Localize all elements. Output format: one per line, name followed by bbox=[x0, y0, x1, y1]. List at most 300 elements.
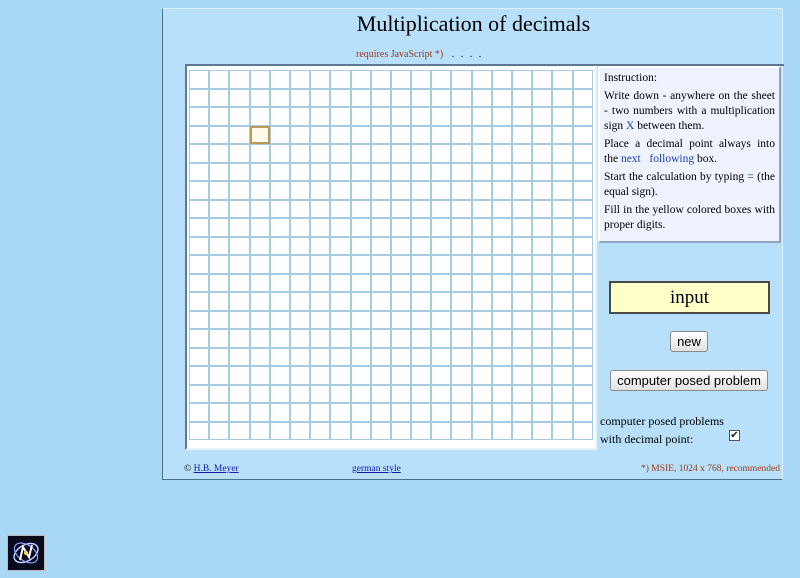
grid-cell[interactable] bbox=[472, 366, 492, 385]
grid-cell[interactable] bbox=[310, 126, 330, 145]
grid-cell[interactable] bbox=[451, 126, 471, 145]
grid-cell[interactable] bbox=[411, 70, 431, 89]
grid-cell[interactable] bbox=[573, 181, 593, 200]
grid-cell[interactable] bbox=[371, 163, 391, 182]
grid-cell[interactable] bbox=[492, 311, 512, 330]
grid-cell[interactable] bbox=[391, 311, 411, 330]
grid-cell[interactable] bbox=[492, 274, 512, 293]
grid-cell[interactable] bbox=[330, 163, 350, 182]
grid-cell[interactable] bbox=[411, 200, 431, 219]
grid-cell[interactable] bbox=[512, 144, 532, 163]
grid-cell[interactable] bbox=[351, 274, 371, 293]
grid-cell[interactable] bbox=[330, 200, 350, 219]
grid-cell[interactable] bbox=[512, 385, 532, 404]
grid-cell[interactable] bbox=[250, 385, 270, 404]
grid-cell[interactable] bbox=[310, 181, 330, 200]
grid-cell[interactable] bbox=[229, 181, 249, 200]
grid-cell[interactable] bbox=[290, 107, 310, 126]
grid-cell[interactable] bbox=[411, 89, 431, 108]
grid-cell[interactable] bbox=[431, 144, 451, 163]
grid-cell[interactable] bbox=[330, 255, 350, 274]
grid-cell[interactable] bbox=[371, 422, 391, 441]
grid-cell[interactable] bbox=[472, 385, 492, 404]
grid-cell[interactable] bbox=[552, 107, 572, 126]
grid-cell[interactable] bbox=[290, 144, 310, 163]
grid-cell[interactable] bbox=[492, 292, 512, 311]
grid-cell[interactable] bbox=[451, 292, 471, 311]
grid-cell[interactable] bbox=[250, 237, 270, 256]
grid-cell[interactable] bbox=[310, 348, 330, 367]
grid-cell[interactable] bbox=[451, 274, 471, 293]
grid-cell[interactable] bbox=[371, 403, 391, 422]
grid-cell[interactable] bbox=[371, 366, 391, 385]
grid-cell[interactable] bbox=[391, 70, 411, 89]
grid-cell[interactable] bbox=[391, 89, 411, 108]
grid-cell[interactable] bbox=[270, 274, 290, 293]
grid-cell[interactable] bbox=[290, 292, 310, 311]
grid-cell[interactable] bbox=[411, 348, 431, 367]
grid-cell[interactable] bbox=[229, 348, 249, 367]
grid-cell[interactable] bbox=[512, 329, 532, 348]
grid-cell[interactable] bbox=[451, 181, 471, 200]
grid-cell[interactable] bbox=[451, 311, 471, 330]
grid-cell[interactable] bbox=[552, 403, 572, 422]
grid-cell[interactable] bbox=[472, 126, 492, 145]
grid-cell[interactable] bbox=[330, 144, 350, 163]
grid-cell[interactable] bbox=[431, 274, 451, 293]
grid-cell[interactable] bbox=[391, 163, 411, 182]
grid-cell[interactable] bbox=[371, 218, 391, 237]
grid-cell[interactable] bbox=[573, 163, 593, 182]
grid-cell[interactable] bbox=[270, 107, 290, 126]
grid-cell[interactable] bbox=[391, 181, 411, 200]
grid-cell[interactable] bbox=[512, 403, 532, 422]
grid-cell[interactable] bbox=[270, 422, 290, 441]
grid-cell[interactable] bbox=[250, 348, 270, 367]
grid-cell[interactable] bbox=[310, 274, 330, 293]
grid-cell[interactable] bbox=[209, 218, 229, 237]
input-display[interactable]: input bbox=[609, 281, 770, 314]
grid-cell[interactable] bbox=[290, 126, 310, 145]
grid-cell[interactable] bbox=[371, 237, 391, 256]
grid-cell[interactable] bbox=[431, 163, 451, 182]
grid-cell[interactable] bbox=[512, 255, 532, 274]
grid-cell[interactable] bbox=[512, 292, 532, 311]
grid-cell[interactable] bbox=[330, 385, 350, 404]
grid-cell[interactable] bbox=[492, 126, 512, 145]
grid-cell[interactable] bbox=[451, 403, 471, 422]
grid-cell[interactable] bbox=[492, 218, 512, 237]
grid-cell[interactable] bbox=[189, 292, 209, 311]
grid-cell[interactable] bbox=[512, 348, 532, 367]
grid-cell[interactable] bbox=[270, 385, 290, 404]
german-style-link[interactable]: german style bbox=[352, 464, 401, 474]
grid-cell[interactable] bbox=[552, 255, 572, 274]
grid-cell[interactable] bbox=[351, 422, 371, 441]
grid-cell[interactable] bbox=[411, 144, 431, 163]
grid-cell[interactable] bbox=[573, 144, 593, 163]
author-link[interactable]: H.B. Meyer bbox=[193, 464, 239, 474]
grid-cell[interactable] bbox=[492, 366, 512, 385]
grid-cell[interactable] bbox=[431, 218, 451, 237]
grid-cell[interactable] bbox=[472, 218, 492, 237]
grid-cell[interactable] bbox=[391, 348, 411, 367]
grid-cell[interactable] bbox=[290, 311, 310, 330]
grid-cell[interactable] bbox=[391, 366, 411, 385]
grid-cell[interactable] bbox=[431, 385, 451, 404]
grid-cell[interactable] bbox=[290, 255, 310, 274]
grid-cell[interactable] bbox=[270, 218, 290, 237]
grid-cell[interactable] bbox=[290, 422, 310, 441]
grid-cell[interactable] bbox=[189, 422, 209, 441]
grid-cell[interactable] bbox=[351, 126, 371, 145]
grid-cell[interactable] bbox=[472, 70, 492, 89]
grid-cell[interactable] bbox=[573, 255, 593, 274]
grid-cell[interactable] bbox=[330, 89, 350, 108]
grid-cell[interactable] bbox=[472, 403, 492, 422]
grid-cell[interactable] bbox=[492, 237, 512, 256]
grid-cell[interactable] bbox=[431, 403, 451, 422]
grid-cell[interactable] bbox=[330, 107, 350, 126]
grid-cell[interactable] bbox=[492, 89, 512, 108]
grid-cell[interactable] bbox=[391, 255, 411, 274]
grid-cell[interactable] bbox=[573, 292, 593, 311]
grid-cell[interactable] bbox=[209, 181, 229, 200]
grid-cell[interactable] bbox=[330, 366, 350, 385]
grid-cell[interactable] bbox=[472, 237, 492, 256]
grid-cell[interactable] bbox=[573, 366, 593, 385]
grid-cell[interactable] bbox=[371, 144, 391, 163]
grid-cell[interactable] bbox=[532, 126, 552, 145]
grid-cell[interactable] bbox=[472, 311, 492, 330]
grid-cell[interactable] bbox=[290, 181, 310, 200]
grid-cell[interactable] bbox=[229, 274, 249, 293]
grid-cell[interactable] bbox=[512, 163, 532, 182]
grid-cell[interactable] bbox=[512, 181, 532, 200]
grid-cell[interactable] bbox=[451, 144, 471, 163]
grid-cell[interactable] bbox=[209, 366, 229, 385]
grid-cell[interactable] bbox=[290, 218, 310, 237]
grid-cell[interactable] bbox=[451, 89, 471, 108]
new-button[interactable]: new bbox=[670, 331, 708, 352]
grid-cell[interactable] bbox=[512, 311, 532, 330]
grid-cell[interactable] bbox=[209, 422, 229, 441]
grid-cell[interactable] bbox=[270, 126, 290, 145]
grid-cell[interactable] bbox=[351, 218, 371, 237]
grid-cell[interactable] bbox=[330, 329, 350, 348]
grid-cell[interactable] bbox=[552, 218, 572, 237]
grid-cell[interactable] bbox=[351, 366, 371, 385]
grid-cell[interactable] bbox=[371, 385, 391, 404]
grid-cell[interactable] bbox=[209, 403, 229, 422]
grid-cell[interactable] bbox=[351, 237, 371, 256]
grid-cell[interactable] bbox=[310, 255, 330, 274]
grid-cell[interactable] bbox=[209, 237, 229, 256]
grid-cell[interactable] bbox=[330, 348, 350, 367]
grid-cell[interactable] bbox=[270, 70, 290, 89]
grid-cell[interactable] bbox=[290, 403, 310, 422]
grid-cell[interactable] bbox=[189, 181, 209, 200]
grid-cell[interactable] bbox=[472, 163, 492, 182]
grid-cell[interactable] bbox=[229, 385, 249, 404]
grid-cell[interactable] bbox=[270, 311, 290, 330]
grid-cell[interactable] bbox=[371, 292, 391, 311]
grid-cell[interactable] bbox=[189, 329, 209, 348]
grid-cell[interactable] bbox=[472, 107, 492, 126]
grid-cell[interactable] bbox=[371, 311, 391, 330]
grid-cell[interactable] bbox=[229, 255, 249, 274]
grid-cell[interactable] bbox=[290, 274, 310, 293]
grid-cell[interactable] bbox=[330, 126, 350, 145]
grid-cell[interactable] bbox=[270, 255, 290, 274]
grid-cell[interactable] bbox=[391, 126, 411, 145]
grid-cell[interactable] bbox=[330, 218, 350, 237]
grid-cell[interactable] bbox=[209, 255, 229, 274]
grid-cell[interactable] bbox=[411, 329, 431, 348]
grid-cell[interactable] bbox=[411, 385, 431, 404]
grid-cell[interactable] bbox=[209, 274, 229, 293]
grid-cell[interactable] bbox=[391, 403, 411, 422]
grid-cell[interactable] bbox=[209, 107, 229, 126]
grid-cell[interactable] bbox=[229, 366, 249, 385]
grid-cell[interactable] bbox=[532, 107, 552, 126]
grid-cell[interactable] bbox=[310, 163, 330, 182]
grid-cell[interactable] bbox=[492, 403, 512, 422]
grid-cell[interactable] bbox=[270, 237, 290, 256]
grid-cell[interactable] bbox=[411, 403, 431, 422]
grid-cell[interactable] bbox=[189, 200, 209, 219]
grid-cell[interactable] bbox=[189, 255, 209, 274]
grid-cell[interactable] bbox=[229, 329, 249, 348]
grid-cell[interactable] bbox=[189, 218, 209, 237]
grid-cell[interactable] bbox=[250, 181, 270, 200]
grid-cell[interactable] bbox=[532, 144, 552, 163]
grid-cell[interactable] bbox=[391, 274, 411, 293]
grid-cell[interactable] bbox=[552, 385, 572, 404]
grid-cell[interactable] bbox=[552, 292, 572, 311]
grid-cell[interactable] bbox=[229, 292, 249, 311]
computer-posed-problem-button[interactable]: computer posed problem bbox=[610, 370, 768, 391]
grid-cell[interactable] bbox=[250, 163, 270, 182]
grid-cell[interactable] bbox=[290, 348, 310, 367]
grid-cell[interactable] bbox=[411, 107, 431, 126]
grid-cell[interactable] bbox=[209, 329, 229, 348]
grid-cell[interactable] bbox=[512, 366, 532, 385]
grid-cell[interactable] bbox=[310, 311, 330, 330]
grid-cell[interactable] bbox=[310, 200, 330, 219]
grid-cell[interactable] bbox=[451, 237, 471, 256]
grid-cell[interactable] bbox=[229, 163, 249, 182]
grid-cell[interactable] bbox=[351, 200, 371, 219]
grid-cell[interactable] bbox=[371, 255, 391, 274]
grid-cell[interactable] bbox=[351, 181, 371, 200]
grid-cell[interactable] bbox=[351, 70, 371, 89]
grid-cell[interactable] bbox=[573, 237, 593, 256]
grid-cell[interactable] bbox=[532, 89, 552, 108]
grid-cell[interactable] bbox=[229, 107, 249, 126]
grid-cell[interactable] bbox=[229, 237, 249, 256]
grid-cell[interactable] bbox=[250, 200, 270, 219]
grid-cell[interactable] bbox=[209, 311, 229, 330]
grid-cell[interactable] bbox=[552, 181, 572, 200]
grid-cell[interactable] bbox=[431, 366, 451, 385]
grid-cell[interactable] bbox=[330, 422, 350, 441]
grid-cell[interactable] bbox=[391, 200, 411, 219]
grid-cell[interactable] bbox=[229, 70, 249, 89]
grid-cell[interactable] bbox=[552, 311, 572, 330]
grid-cell[interactable] bbox=[250, 274, 270, 293]
grid-cell[interactable] bbox=[290, 366, 310, 385]
grid-cell[interactable] bbox=[431, 70, 451, 89]
grid-cell[interactable] bbox=[391, 218, 411, 237]
grid-cell[interactable] bbox=[189, 403, 209, 422]
grid-cell[interactable] bbox=[229, 89, 249, 108]
grid-cell[interactable] bbox=[189, 107, 209, 126]
grid-cell[interactable] bbox=[351, 89, 371, 108]
grid-cell[interactable] bbox=[431, 200, 451, 219]
decimal-point-checkbox[interactable]: ✔ bbox=[730, 430, 739, 441]
grid-cell[interactable] bbox=[189, 163, 209, 182]
grid-cell[interactable] bbox=[512, 89, 532, 108]
grid-cell[interactable] bbox=[189, 385, 209, 404]
grid-cell[interactable] bbox=[472, 274, 492, 293]
grid-cell[interactable] bbox=[431, 422, 451, 441]
grid-cell[interactable] bbox=[411, 237, 431, 256]
grid-cell[interactable] bbox=[310, 385, 330, 404]
grid-cell[interactable] bbox=[431, 89, 451, 108]
grid-cell[interactable] bbox=[411, 366, 431, 385]
grid-cell[interactable] bbox=[250, 292, 270, 311]
grid-cell[interactable] bbox=[209, 163, 229, 182]
grid-cell[interactable] bbox=[431, 348, 451, 367]
grid-cell[interactable] bbox=[573, 274, 593, 293]
grid-cell[interactable] bbox=[229, 144, 249, 163]
grid-cell[interactable] bbox=[310, 292, 330, 311]
grid-cell[interactable] bbox=[512, 70, 532, 89]
grid-cell[interactable] bbox=[250, 89, 270, 108]
grid-cell[interactable] bbox=[371, 126, 391, 145]
grid-cell[interactable] bbox=[552, 366, 572, 385]
grid-cell[interactable] bbox=[512, 107, 532, 126]
grid-cell[interactable] bbox=[290, 329, 310, 348]
grid-cell[interactable] bbox=[431, 237, 451, 256]
grid-cell[interactable] bbox=[351, 348, 371, 367]
grid-cell[interactable] bbox=[209, 348, 229, 367]
grid-cell[interactable] bbox=[411, 422, 431, 441]
grid-cell[interactable] bbox=[532, 403, 552, 422]
grid-cell[interactable] bbox=[552, 126, 572, 145]
grid-cell[interactable] bbox=[229, 200, 249, 219]
grid-cell[interactable] bbox=[189, 126, 209, 145]
grid-cell[interactable] bbox=[270, 163, 290, 182]
grid-cell[interactable] bbox=[552, 144, 572, 163]
grid-cell[interactable] bbox=[573, 348, 593, 367]
grid-cell[interactable] bbox=[552, 274, 572, 293]
grid-cell[interactable] bbox=[310, 89, 330, 108]
grid-cell[interactable] bbox=[290, 89, 310, 108]
grid-cell[interactable] bbox=[512, 422, 532, 441]
grid-cell[interactable] bbox=[532, 385, 552, 404]
grid-cell[interactable] bbox=[472, 255, 492, 274]
grid-cell[interactable] bbox=[189, 237, 209, 256]
grid-cell[interactable] bbox=[573, 200, 593, 219]
grid-cell[interactable] bbox=[391, 385, 411, 404]
grid-cell[interactable] bbox=[351, 163, 371, 182]
grid-cell[interactable] bbox=[371, 70, 391, 89]
grid-cell[interactable] bbox=[573, 311, 593, 330]
grid-cell[interactable] bbox=[310, 144, 330, 163]
grid-cell[interactable] bbox=[512, 126, 532, 145]
grid-cell[interactable] bbox=[250, 218, 270, 237]
grid-cell[interactable] bbox=[492, 200, 512, 219]
grid-cell[interactable] bbox=[532, 274, 552, 293]
grid-cell[interactable] bbox=[492, 107, 512, 126]
grid-cell[interactable] bbox=[552, 200, 572, 219]
grid-cell[interactable] bbox=[512, 218, 532, 237]
grid-cell[interactable] bbox=[310, 329, 330, 348]
grid-cell[interactable] bbox=[290, 163, 310, 182]
grid-cell[interactable] bbox=[451, 218, 471, 237]
grid-cell[interactable] bbox=[573, 385, 593, 404]
grid-cell[interactable] bbox=[290, 70, 310, 89]
grid-cell[interactable] bbox=[492, 144, 512, 163]
grid-cell[interactable] bbox=[290, 237, 310, 256]
grid-cell[interactable] bbox=[532, 329, 552, 348]
grid-cell[interactable] bbox=[411, 163, 431, 182]
grid-cell[interactable] bbox=[330, 292, 350, 311]
grid-cell[interactable] bbox=[270, 403, 290, 422]
grid-cell[interactable] bbox=[451, 255, 471, 274]
grid-cell[interactable] bbox=[512, 237, 532, 256]
grid-cell[interactable] bbox=[492, 385, 512, 404]
grid-cell[interactable] bbox=[270, 89, 290, 108]
grid-cell[interactable] bbox=[431, 126, 451, 145]
grid-cell[interactable] bbox=[431, 292, 451, 311]
grid-cell[interactable] bbox=[411, 311, 431, 330]
grid-cell[interactable] bbox=[189, 274, 209, 293]
grid-cell[interactable] bbox=[330, 274, 350, 293]
grid-cell[interactable] bbox=[391, 144, 411, 163]
grid-cell[interactable] bbox=[229, 126, 249, 145]
grid-cell[interactable] bbox=[492, 181, 512, 200]
grid-cell[interactable] bbox=[310, 366, 330, 385]
grid-cell[interactable] bbox=[310, 107, 330, 126]
grid-cell[interactable] bbox=[270, 329, 290, 348]
grid-cell[interactable] bbox=[189, 366, 209, 385]
grid-cell[interactable] bbox=[351, 107, 371, 126]
grid-cell[interactable] bbox=[451, 107, 471, 126]
grid-cell[interactable] bbox=[492, 422, 512, 441]
grid-cell[interactable] bbox=[351, 385, 371, 404]
grid-cell[interactable] bbox=[573, 403, 593, 422]
grid-cell[interactable] bbox=[532, 218, 552, 237]
grid-cell[interactable] bbox=[330, 403, 350, 422]
grid-cell[interactable] bbox=[552, 70, 572, 89]
grid-cell[interactable] bbox=[310, 70, 330, 89]
grid-cell[interactable] bbox=[330, 311, 350, 330]
grid-cell[interactable] bbox=[371, 200, 391, 219]
grid-cell[interactable] bbox=[189, 70, 209, 89]
grid-cell[interactable] bbox=[532, 181, 552, 200]
grid-cell[interactable] bbox=[229, 311, 249, 330]
grid-cell[interactable] bbox=[573, 329, 593, 348]
grid-cell[interactable] bbox=[310, 403, 330, 422]
grid-cell[interactable] bbox=[330, 181, 350, 200]
grid-cell[interactable] bbox=[472, 348, 492, 367]
grid-cell[interactable] bbox=[229, 218, 249, 237]
grid-cell[interactable] bbox=[472, 144, 492, 163]
grid-cell[interactable] bbox=[532, 348, 552, 367]
